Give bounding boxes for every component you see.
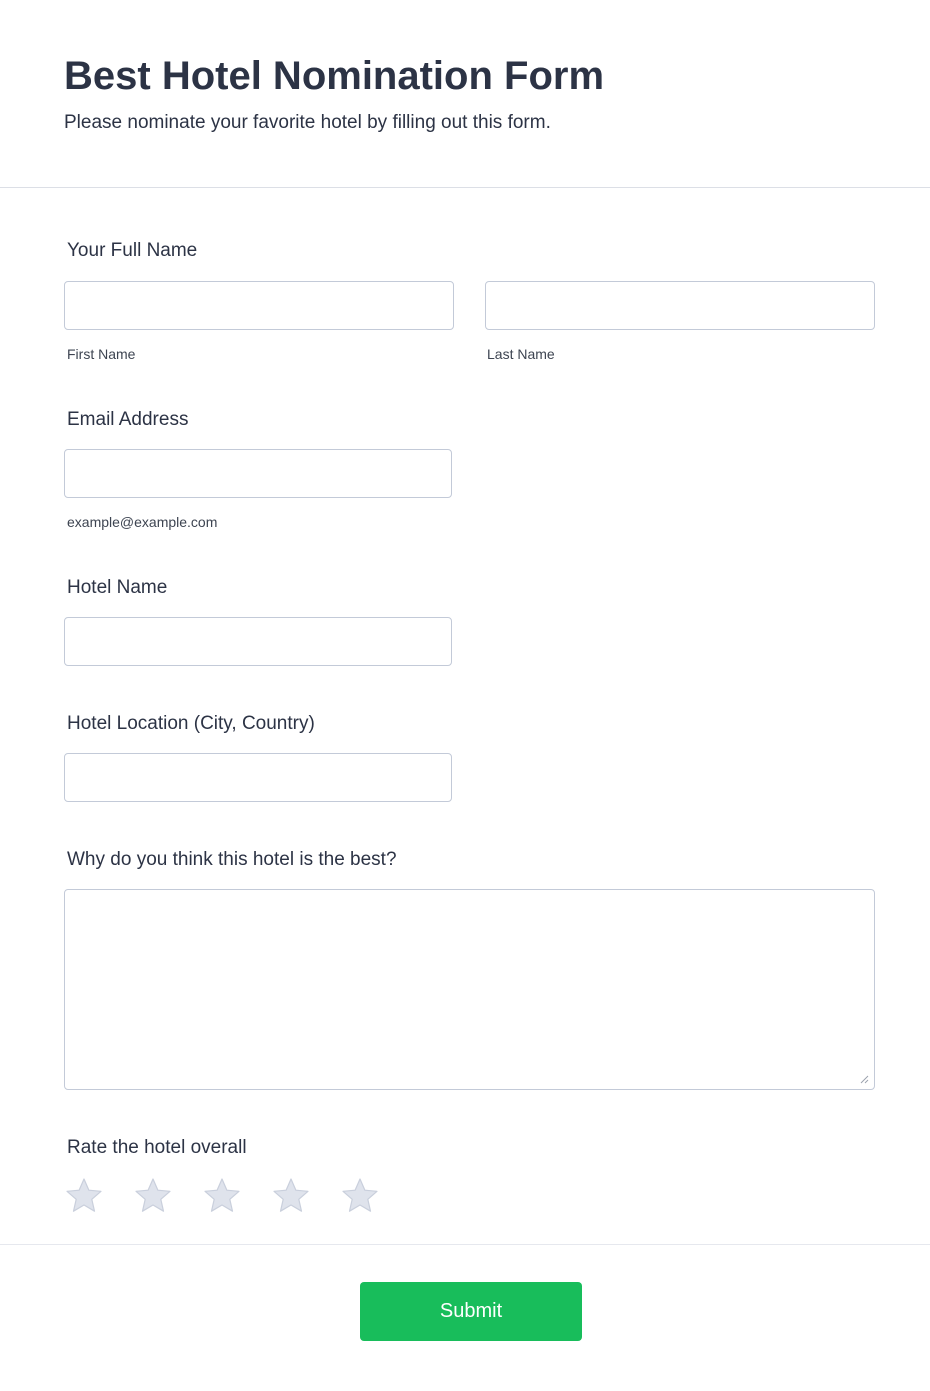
star-icon[interactable] [340,1176,380,1216]
resize-handle-icon[interactable] [859,1074,869,1084]
form-title: Best Hotel Nomination Form [64,54,605,98]
last-name-input[interactable] [485,281,875,330]
submit-button[interactable]: Submit [360,1282,582,1341]
rating-label: Rate the hotel overall [67,1137,247,1158]
star-icon[interactable] [64,1176,104,1216]
email-input[interactable] [64,449,452,498]
hotel-name-input[interactable] [64,617,452,666]
star-icon[interactable] [133,1176,173,1216]
why-best-label: Why do you think this hotel is the best? [67,849,397,870]
full-name-label: Your Full Name [67,240,198,261]
hotel-name-label: Hotel Name [67,577,168,598]
why-best-textarea[interactable] [64,889,875,1090]
last-name-sublabel: Last Name [487,346,555,362]
first-name-input[interactable] [64,281,454,330]
form-header [0,0,930,188]
hotel-location-label: Hotel Location (City, Country) [67,713,315,734]
star-icon[interactable] [271,1176,311,1216]
form-subtitle: Please nominate your favorite hotel by filling out this form. [64,112,551,133]
hotel-location-input[interactable] [64,753,452,802]
star-icon[interactable] [202,1176,242,1216]
footer-divider [0,1244,930,1245]
star-rating [64,1176,394,1218]
email-sublabel: example@example.com [67,514,218,530]
email-label: Email Address [67,409,189,430]
first-name-sublabel: First Name [67,346,136,362]
